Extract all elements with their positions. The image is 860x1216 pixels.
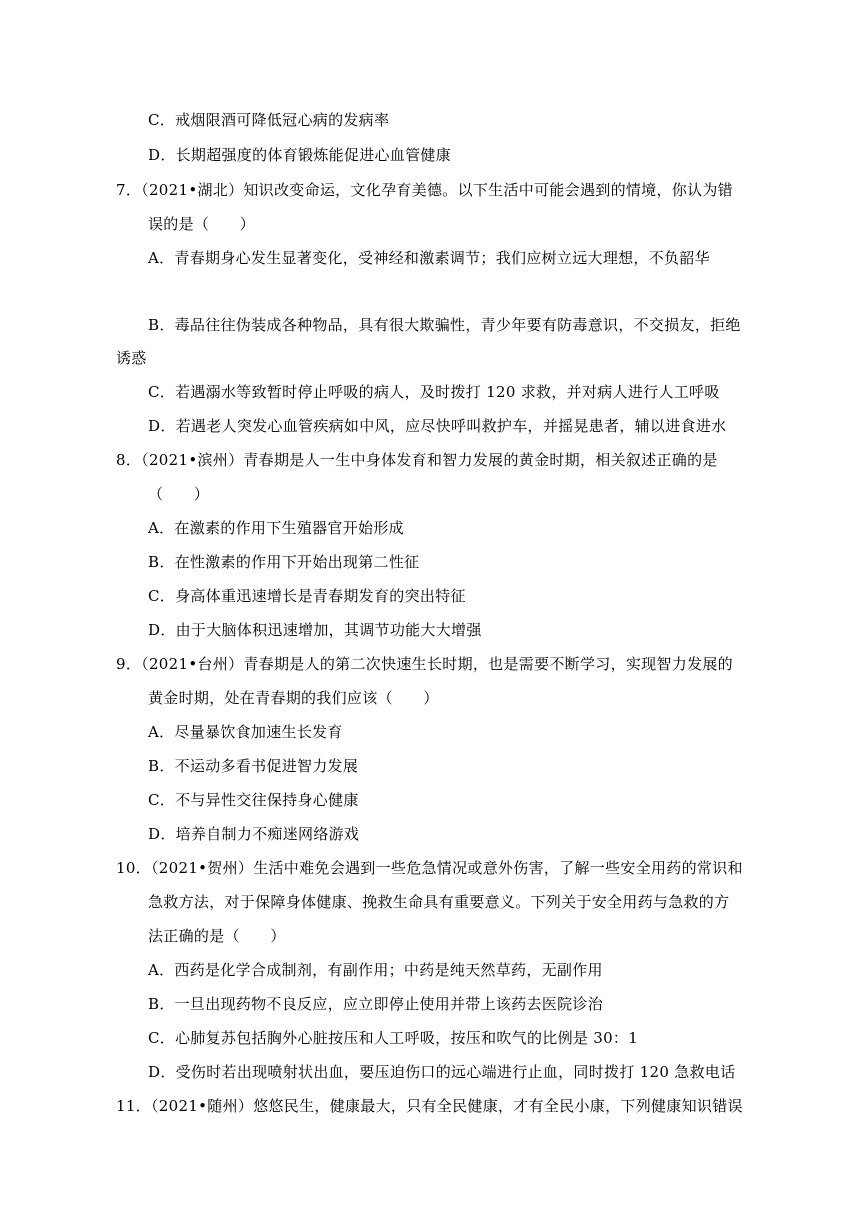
option-8b: B．在性激素的作用下开始出现第二性征 xyxy=(148,553,420,571)
option-7b: B．毒品往往伪装成各种物品，具有很大欺骗性，青少年要有防毒意识，不交损友，拒绝 xyxy=(148,316,741,334)
option-6c: C．戒烟限酒可降低冠心病的发病率 xyxy=(148,111,390,129)
question-11-stem: 11．（2021•随州）悠悠民生，健康最大，只有全民健康，才有全民小康，下列健康知识错误 xyxy=(116,1097,743,1115)
option-7c: C．若遇溺水等致暂时停止呼吸的病人，及时拨打 120 求救，并对病人进行人工呼吸 xyxy=(148,383,720,401)
option-8a: A．在激素的作用下生殖器官开始形成 xyxy=(148,519,404,537)
option-10a: A．西药是化学合成制剂，有副作用；中药是纯天然草药，无副作用 xyxy=(148,961,603,979)
question-7-stem: 7．（2021•湖北）知识改变命运，文化孕育美德。以下生活中可能会遇到的情境，你认为错 xyxy=(116,181,733,199)
option-9d: D．培养自制力不痴迷网络游戏 xyxy=(148,825,360,843)
option-7d: D．若遇老人突发心血管疾病如中风，应尽快呼叫救护车，并摇晃患者，辅以进食进水 xyxy=(148,417,727,435)
option-7b-cont: 诱惑 xyxy=(116,349,147,367)
question-9-stem-cont: 黄金时期，处在青春期的我们应该（ ） xyxy=(148,689,439,707)
option-7a: A．青春期身心发生显著变化，受神经和激素调节；我们应树立远大理想，不负韶华 xyxy=(148,249,710,267)
option-9a: A．尽量暴饮食加速生长发育 xyxy=(148,723,343,741)
question-7-stem-cont: 误的是（ ） xyxy=(148,215,256,233)
option-10b: B．一旦出现药物不良反应，应立即停止使用并带上该药去医院诊治 xyxy=(148,995,604,1013)
question-10-stem-cont-1: 急救方法，对于保障身体健康、挽救生命具有重要意义。下列关于安全用药与急救的方 xyxy=(148,893,730,911)
question-10-stem-cont-2: 法正确的是（ ） xyxy=(148,927,286,945)
option-9c: C．不与异性交往保持身心健康 xyxy=(148,791,359,809)
question-9-stem: 9．（2021•台州）青春期是人的第二次快速生长时期，也是需要不断学习，实现智力发展的 xyxy=(116,655,733,673)
option-9b: B．不运动多看书促进智力发展 xyxy=(148,757,359,775)
question-8-stem-cont: （ ） xyxy=(148,485,210,503)
option-8c: C．身高体重迅速增长是青春期发育的突出特征 xyxy=(148,587,466,605)
option-10d: D．受伤时若出现喷射状出血，要压迫伤口的远心端进行止血，同时拨打 120 急救电话 xyxy=(148,1063,736,1081)
option-10c: C．心肺复苏包括胸外心脏按压和人工呼吸，按压和吹气的比例是 30：1 xyxy=(148,1029,639,1047)
option-6d: D．长期超强度的体育锻炼能促进心血管健康 xyxy=(148,146,452,164)
option-8d: D．由于大脑体积迅速增加，其调节功能大大增强 xyxy=(148,621,482,639)
question-10-stem: 10．（2021•贺州）生活中难免会遇到一些危急情况或意外伤害，了解一些安全用药的常识和 xyxy=(116,859,743,877)
question-8-stem: 8．（2021•滨州）青春期是人一生中身体发育和智力发展的黄金时期，相关叙述正确的是 xyxy=(116,451,718,469)
